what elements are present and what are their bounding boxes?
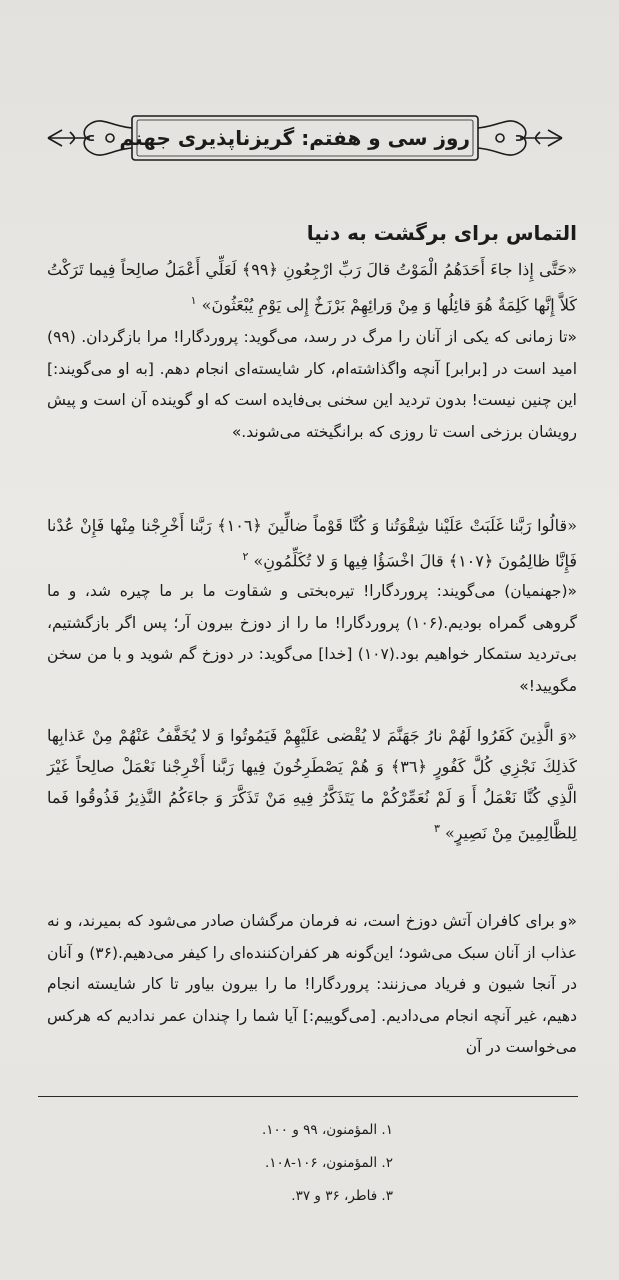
verse-block-1 xyxy=(47,254,577,320)
verse-block-3 xyxy=(47,720,577,848)
footnote-item: ۲. المؤمنون، ۱۰۶-۱۰۸. xyxy=(264,1155,393,1171)
footnote-ref: ۳ xyxy=(433,822,440,835)
translation-block-3: «و برای کافران آتش دوزخ است، نه فرمان مرگشان صادر می‌شود که بمیرند، و نه عذاب از آنان سبک می‌شود؛ این‌گونه هر کفران‌کننده‌ای را کیفر می‌دهیم.(۳۶) و آنان در آنجا شیون و فریاد می‌زنند: پروردگارا! ما را بیرون بیاور تا کار شایسته انجام دهیم، غیر آنچه انجام می‌دادیم. [می‌گوییم:] آیا شما را چندان عمر ندادیم که هرکس می‌خواست در آن xyxy=(47,912,577,1056)
footnote-ref: ۲ xyxy=(242,550,249,563)
footnote-item: ۱. المؤمنون، ۹۹ و ۱۰۰. xyxy=(261,1122,393,1138)
translation-block-1: «تا زمانی که یکی از آنان را مرگ در رسد، می‌گوید: پروردگارا! مرا بازگردان. (۹۹) امید است در [برابر] آنچه واگذاشته‌ام، کار شایسته‌ای انجام دهم. [به او می‌گویند:] این چنین نیست! بدون تردید این سخنی بی‌فایده است که او گوینده آن است و پیش رویشان برزخی است تا روزی که برانگیخته می‌شوند.» xyxy=(47,328,577,441)
verse-text: «حَتَّى إِذا جاءَ أَحَدَهُمُ الْمَوْتُ قالَ رَبِّ ارْجِعُونِ ﴿٩٩﴾ لَعَلِّي أَعْمَلُ صالِحاً فِيما تَرَكْتُ كَلاَّ إِنَّها كَلِمَةٌ هُوَ قائِلُها وَ مِنْ وَرائِهِمْ بَرْزَخٌ إِلى يَوْمِ يُبْعَثُونَ» xyxy=(47,260,577,315)
verse-block-2 xyxy=(47,510,577,576)
footnote-divider xyxy=(38,1096,578,1097)
translation-block-2: «(جهنمیان) می‌گویند: پروردگارا! تیره‌بختی و شقاوت ما بر ما چیره شد، و ما گروهی گمراه بودیم.(۱۰۶) پروردگارا! ما را از دوزخ بیرون آر؛ پس اگر بازگشتیم، بی‌تردید ستمکار خواهیم بود.(۱۰۷) [خدا] می‌گوید: در دوزخ گم شوید و با من سخن مگویید!» xyxy=(47,582,578,695)
chapter-header xyxy=(40,108,570,168)
footnote-item: ۳. فاطر، ۳۶ و ۳۷. xyxy=(291,1188,393,1204)
footnotes xyxy=(33,1114,393,1213)
section-heading: التماس برای برگشت به دنیا xyxy=(306,221,577,245)
footnote-ref: ۱ xyxy=(190,294,197,307)
chapter-title: روز سی و هفتم: گریزناپذیری جهنم xyxy=(119,126,470,150)
verse-text: «قالُوا رَبَّنا غَلَبَتْ عَلَيْنا شِقْوَتُنا وَ كُنَّا قَوْماً ضالِّينَ ﴿١٠٦﴾ رَبَّنا أَخْرِجْنا مِنْها فَإِنْ عُدْنا فَإِنَّا ظالِمُونَ ﴿١٠٧﴾ قالَ اخْسَؤُا فِيها وَ لا تُكَلِّمُونِ» xyxy=(47,516,577,571)
verse-text: «وَ الَّذِينَ كَفَرُوا لَهُمْ نارُ جَهَنَّمَ لا يُقْضى عَلَيْهِمْ فَيَمُوتُوا وَ لا يُخَفَّفُ عَنْهُمْ مِنْ عَذابِها كَذلِكَ نَجْزِي كُلَّ كَفُورٍ ﴿٣٦﴾ وَ هُمْ يَصْطَرِخُونَ فِيها رَبَّنا أَخْرِجْنا نَعْمَلْ صالِحاً غَيْرَ الَّذِي كُنَّا نَعْمَلُ أَ وَ لَمْ نُعَمِّرْكُمْ ما يَتَذَكَّرُ فِيهِ مَنْ تَذَكَّرَ وَ جاءَكُمُ النَّذِيرُ فَذُوقُوا فَما لِلظَّالِمِينَ مِنْ نَصِيرٍ» xyxy=(47,726,577,843)
